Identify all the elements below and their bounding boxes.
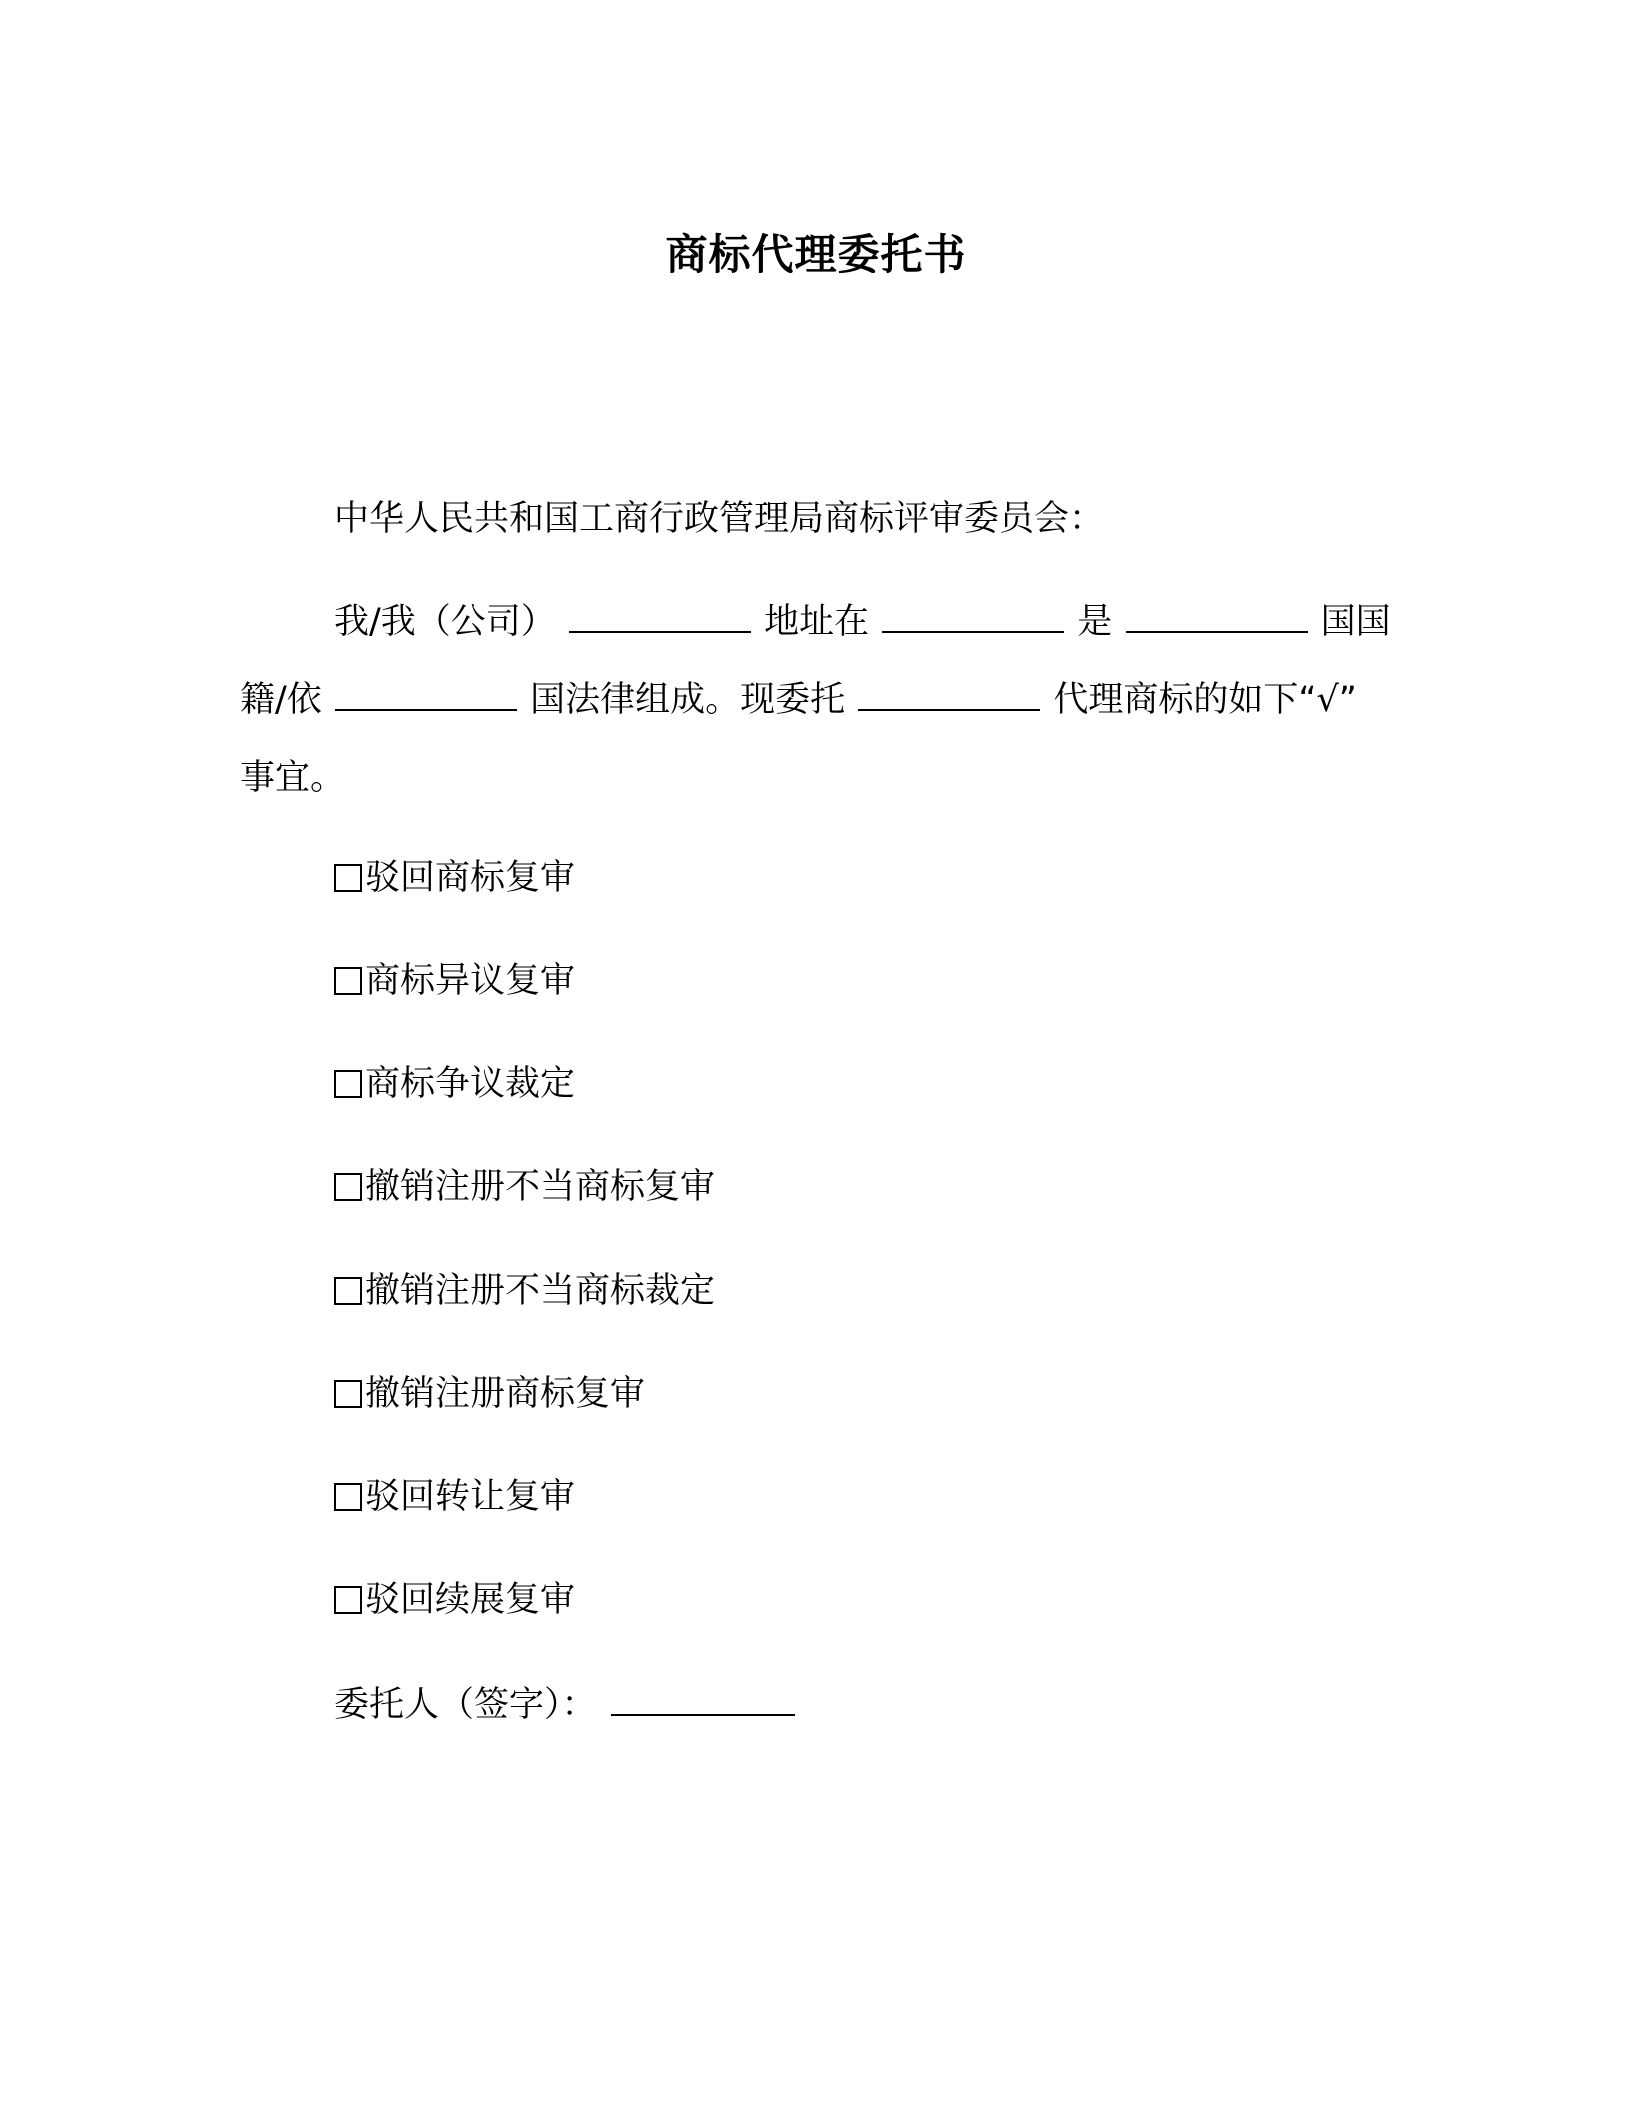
checkbox-icon[interactable] [334,864,362,892]
blank-agent-field[interactable] [858,677,1040,711]
body-text: 是 [1077,602,1113,642]
salutation: 中华人民共和国工商行政管理局商标评审委员会： [334,499,1105,539]
checkbox-icon[interactable] [334,1483,362,1511]
body-line-2 [240,677,1357,723]
option-label: 撤销注册不当商标复审 [365,1167,716,1207]
option-item[interactable] [334,1061,575,1107]
checkbox-icon[interactable] [334,967,362,995]
checkbox-icon[interactable] [334,1380,362,1408]
blank-nationality-field[interactable] [1126,599,1308,633]
blank-address-field[interactable] [882,599,1064,633]
option-label: 驳回商标复审 [365,858,576,898]
signature-label: 委托人（签字）： [334,1685,597,1725]
blank-law-country-field[interactable] [335,677,517,711]
body-text: 国法律组成。现委托 [530,680,846,720]
option-item[interactable] [334,855,575,901]
checkbox-icon[interactable] [334,1277,362,1305]
option-label: 驳回续展复审 [365,1580,576,1620]
checkbox-icon[interactable] [334,1586,362,1614]
body-text: 事宜。 [240,758,346,798]
option-item[interactable] [334,958,575,1004]
document-title: 商标代理委托书 [665,230,967,279]
option-label: 驳回转让复审 [365,1477,576,1517]
body-line-3 [240,755,345,801]
body-text: 我/我（公司） [334,602,556,642]
option-label: 撤销注册商标复审 [365,1374,646,1414]
signature-line [334,1682,797,1728]
option-label: 商标异议复审 [365,961,576,1001]
option-item[interactable] [334,1577,575,1623]
option-label: 商标争议裁定 [365,1064,576,1104]
body-text: 地址在 [764,602,870,642]
option-item[interactable] [334,1371,645,1417]
body-text: 国国 [1320,602,1391,642]
option-label: 撤销注册不当商标裁定 [365,1271,716,1311]
option-item[interactable] [334,1268,715,1314]
body-line-1 [334,599,1391,645]
option-item[interactable] [334,1474,575,1520]
blank-name-field[interactable] [569,599,751,633]
option-item[interactable] [334,1164,715,1210]
signature-field[interactable] [611,1682,795,1716]
checkbox-icon[interactable] [334,1173,362,1201]
body-text: 代理商标的如下“√” [1053,680,1357,720]
checkbox-icon[interactable] [334,1070,362,1098]
body-text: 籍/依 [240,680,322,720]
